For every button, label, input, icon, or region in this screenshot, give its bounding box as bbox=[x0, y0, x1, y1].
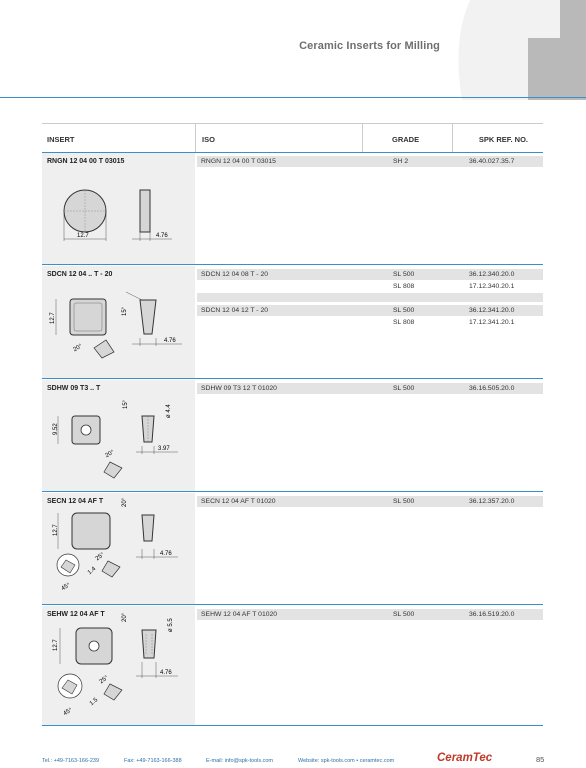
svg-text:12.7: 12.7 bbox=[53, 524, 59, 536]
svg-text:20°: 20° bbox=[104, 449, 116, 460]
svg-text:20°: 20° bbox=[72, 343, 84, 354]
table-row: SL 808 17.12.341.20.1 bbox=[393, 319, 515, 326]
ceramtec-logo: CeramTec bbox=[437, 752, 493, 764]
footer-fax: Fax: +49-7163-166-388 bbox=[124, 758, 182, 764]
inserts-table bbox=[42, 123, 543, 718]
svg-text:45°: 45° bbox=[60, 582, 72, 593]
footer-website[interactable]: Website: spk-tools.com • ceramtec.com bbox=[298, 758, 395, 764]
svg-text:1.5: 1.5 bbox=[88, 697, 100, 708]
table-header bbox=[42, 123, 543, 153]
footer-email[interactable]: E-mail: info@spk-tools.com bbox=[206, 758, 274, 764]
sdcn-drawing bbox=[42, 266, 195, 378]
svg-text:45°: 45° bbox=[62, 707, 74, 718]
sdhw-drawing bbox=[42, 380, 195, 491]
col-spk: SPK REF. NO. bbox=[478, 135, 528, 144]
corner-decoration bbox=[0, 0, 586, 100]
table-row: SECN 12 04 AF T 01020 SL 500 36.12.357.20.0 bbox=[197, 496, 543, 507]
dim-d: 12.7 bbox=[77, 233, 89, 239]
svg-text:9.52: 9.52 bbox=[53, 423, 59, 435]
section-rngn bbox=[42, 153, 543, 265]
sehw-drawing bbox=[42, 606, 195, 725]
svg-text:12.7: 12.7 bbox=[53, 639, 59, 651]
rngn-drawing bbox=[42, 153, 195, 264]
svg-text:4.76: 4.76 bbox=[160, 670, 172, 676]
svg-text:25°: 25° bbox=[98, 675, 110, 686]
svg-text:20°: 20° bbox=[122, 612, 128, 622]
section-sdcn bbox=[42, 266, 543, 379]
svg-text:12.7: 12.7 bbox=[50, 312, 56, 324]
svg-text:4.76: 4.76 bbox=[164, 338, 176, 344]
dim-t: 4.76 bbox=[156, 233, 168, 239]
svg-text:15°: 15° bbox=[123, 399, 129, 409]
svg-text:3.97: 3.97 bbox=[158, 446, 170, 452]
table-row: SDHW 09 T3 12 T 01020 SL 500 36.16.505.20.0 bbox=[197, 383, 543, 394]
col-iso: ISO bbox=[202, 135, 215, 144]
page-number: 85 bbox=[536, 755, 545, 764]
table-row: SL 808 17.12.340.20.1 bbox=[393, 283, 515, 290]
table-row-spacer bbox=[197, 293, 543, 302]
section-secn bbox=[42, 493, 543, 605]
section-sdhw bbox=[42, 380, 543, 492]
svg-text:15°: 15° bbox=[122, 306, 128, 316]
svg-text:1.4: 1.4 bbox=[86, 566, 98, 577]
section-sehw bbox=[42, 606, 543, 726]
footer-tel: Tel.: +49-7163-166-239 bbox=[42, 758, 100, 764]
table-row: SEHW 12 04 AF T 01020 SL 500 36.16.519.20.0 bbox=[197, 609, 543, 620]
header-divider bbox=[0, 97, 586, 98]
col-grade: GRADE bbox=[392, 135, 420, 144]
secn-drawing bbox=[42, 493, 195, 604]
col-insert: INSERT bbox=[47, 135, 75, 144]
insert-name: RNGN 12 04 00 T 03015 bbox=[47, 158, 125, 165]
svg-text:25°: 25° bbox=[94, 552, 106, 563]
insert-name: SEHW 12 04 AF T bbox=[47, 611, 105, 618]
insert-name: SECN 12 04 AF T bbox=[47, 498, 104, 505]
insert-name: SDCN 12 04 .. T - 20 bbox=[47, 271, 113, 278]
page-title: Ceramic Inserts for Milling bbox=[299, 40, 440, 52]
svg-text:ø 4.4: ø 4.4 bbox=[166, 404, 172, 418]
svg-text:ø 5.5: ø 5.5 bbox=[168, 618, 174, 632]
table-row: SDCN 12 04 08 T - 20 SL 500 36.12.340.20.0 bbox=[197, 269, 543, 280]
table-row: SDCN 12 04 12 T - 20 SL 500 36.12.341.20.0 bbox=[197, 305, 543, 316]
svg-text:4.76: 4.76 bbox=[160, 551, 172, 557]
insert-name: SDHW 09 T3 .. T bbox=[47, 385, 101, 392]
svg-text:20°: 20° bbox=[122, 497, 128, 507]
table-row: RNGN 12 04 00 T 03015 SH 2 36.40.027.35.7 bbox=[197, 156, 543, 167]
